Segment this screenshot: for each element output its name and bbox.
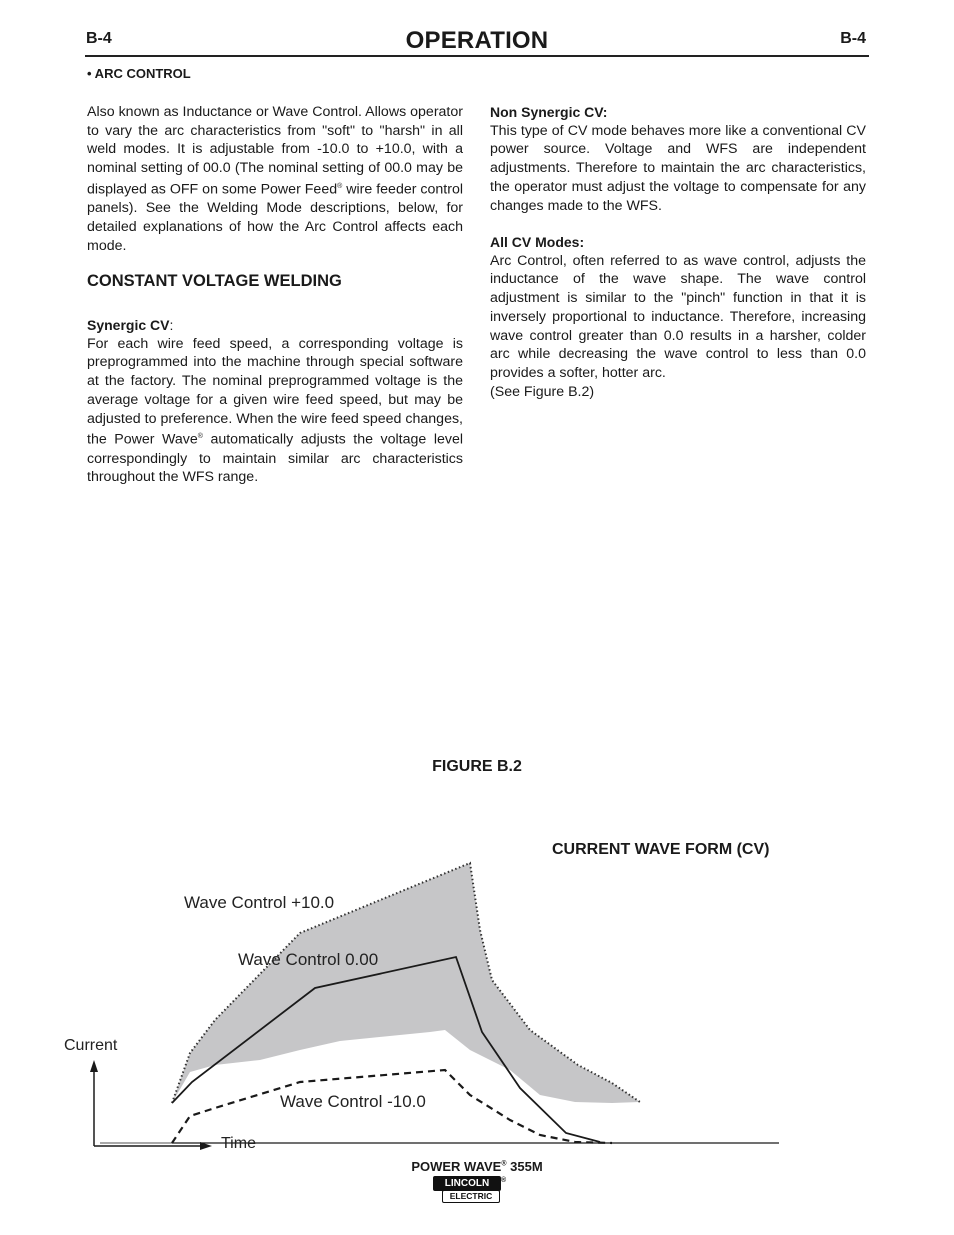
cv-section-heading: CONSTANT VOLTAGE WELDING [87,272,342,290]
header-rule [85,55,869,57]
x-axis-label: Time [221,1135,256,1152]
y-axis-label: Current [64,1037,118,1054]
curve-label-high: Wave Control +10.0 [184,893,335,912]
curve-label-nominal: Wave Control 0.00 [238,950,379,969]
footer-model-name [0,1159,954,1174]
page-title: OPERATION [405,27,549,54]
synergic-cv-colon: : [169,317,174,333]
left-column [87,103,463,255]
figure-title: CURRENT WAVE FORM (CV) [552,841,770,858]
page-number-right: B-4 [840,30,866,47]
non-synergic-block [490,103,866,215]
logo-registered-mark: ® [501,1177,507,1184]
synergic-cv-block [87,316,463,487]
all-cv-paragraph: Arc Control, often referred to as wave control, adjusts the inductance of the wave shape. The wave control adjustment is similar to the "pinch" function in that it is inversely proportional to inductance. Therefore, increasing wave control greater than 0.0 results in a harsher, colder arc while decreasing the wave control to less than 0.0 provides a softer, hotter arc. [490,252,866,381]
synergic-cv-heading [87,316,463,335]
logo-top-text: LINCOLN [433,1176,501,1191]
synergic-cv-text-2: automatically adjusts the voltage level correspondingly to maintain similar arc characteristics throughout the WFS range. [87,431,463,486]
non-synergic-heading: Non Synergic CV: [490,104,608,120]
footer-model-post: 355M [506,1159,543,1174]
registered-mark: ® [197,433,203,441]
synergic-cv-paragraph [87,335,463,487]
curve-label-low: Wave Control -10.0 [280,1092,426,1111]
arc-control-heading: • ARC CONTROL [87,66,191,81]
cv-section [87,272,463,291]
synergic-cv-label: Synergic CV [87,317,170,333]
synergic-cv-text-1: For each wire feed speed, a corresponding voltage is preprogrammed into the machine through special software at the factory. The nominal preprogrammed voltage is the average voltage for a given wire feed speed, but may be adjusted to preference. When the wire feed speed changes, the Power Wave [87,335,463,448]
registered-mark: ® [501,1160,507,1168]
footer-model-pre: POWER WAVE [411,1159,502,1174]
logo-bottom-text: ELECTRIC [442,1190,500,1203]
lincoln-electric-logo [433,1176,509,1203]
y-axis-arrowhead [90,1060,98,1072]
registered-mark: ® [337,182,343,190]
all-cv-block [490,233,866,401]
current-waveform-diagram [0,840,954,1160]
all-cv-heading: All CV Modes: [490,234,585,250]
arc-control-text-1: Also known as Inductance or Wave Control. Allows operator to vary the arc characteristics from "soft" to "harsh" in all weld modes. It is adjustable from -10.0 to +10.0, with a nominal setting of 00.0 (The nominal setting of 00.0 may be displayed as OFF on some Power Feed [87,104,463,198]
arc-control-paragraph [87,103,463,255]
page-number-left: B-4 [86,30,112,47]
arc-control-text-2: wire feeder control panels). See the Welding Mode descriptions, below, for detailed explanations of how the Arc Control affects each mode. [87,181,463,254]
non-synergic-paragraph: This type of CV mode behaves more like a conventional CV power source. Voltage and WFS are independent adjustments. Therefore to maintain the arc characteristics, the operator must adjust the voltage to compensate for any changes made to the WFS. [490,122,866,214]
see-figure-reference: (See Figure B.2) [490,383,595,400]
figure-label: FIGURE B.2 [432,758,522,775]
